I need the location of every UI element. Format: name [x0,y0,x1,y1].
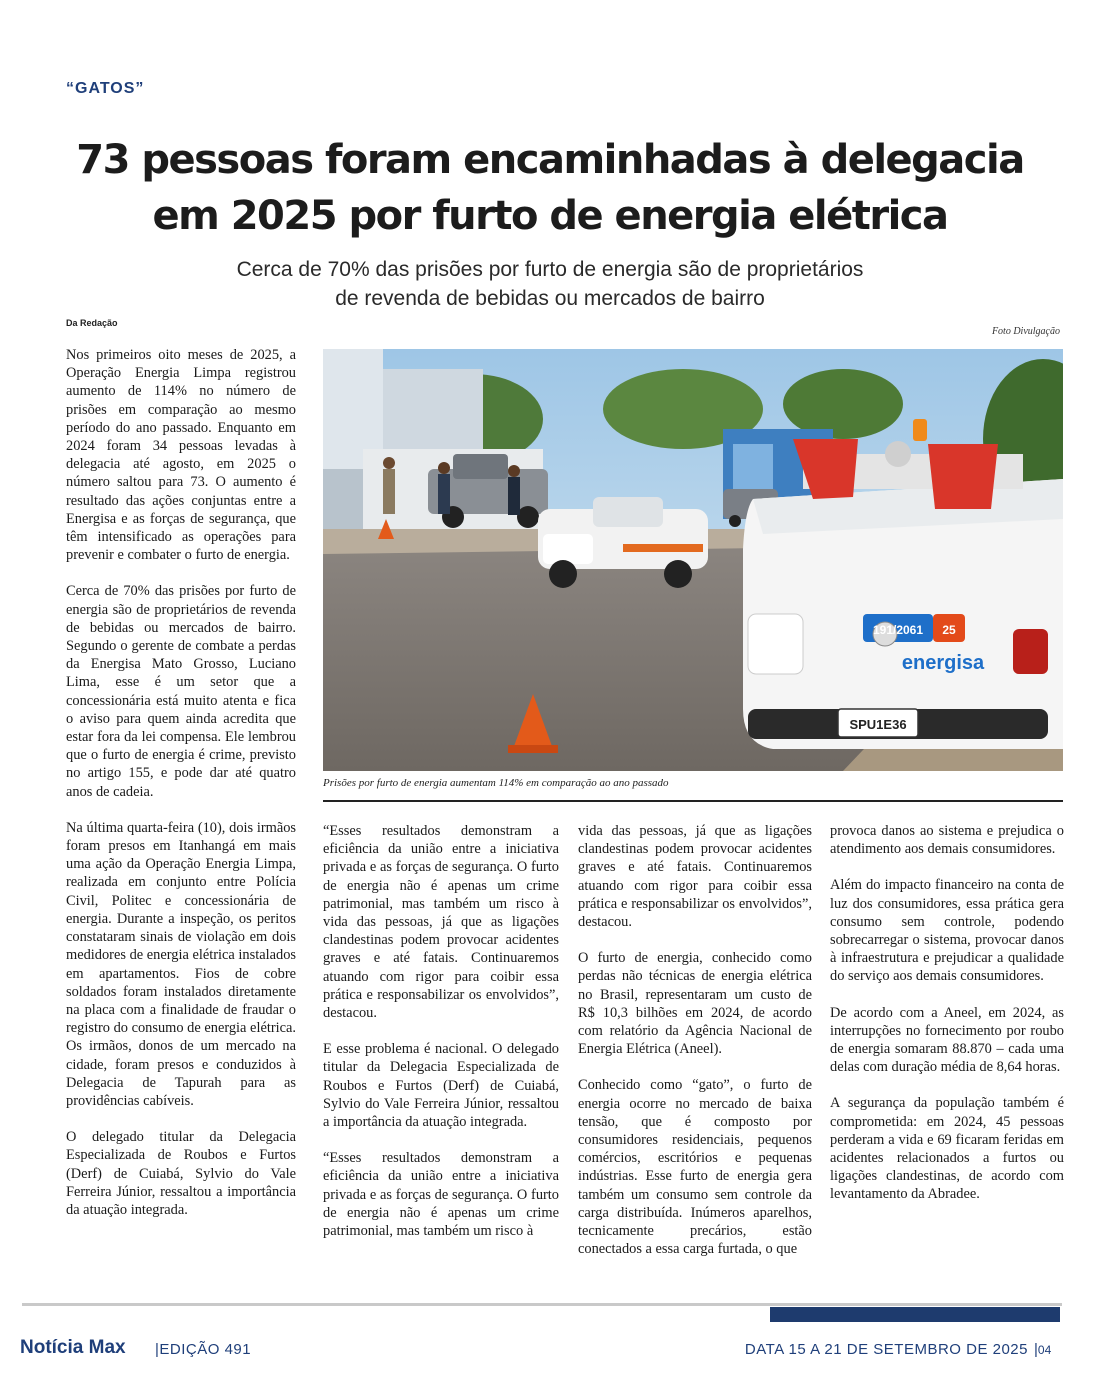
paragraph: vida das pessoas, já que as ligações clandestinas podem provocar acidentes graves e até fatais. Continuaremos atuando com rigor para coibir essa prática e responsabilizar os envolvidos”, destacou. [578,823,812,931]
headline [40,132,1060,244]
subheadline [60,255,1040,313]
paragraph: Conhecido como “gato”, o furto de energia ocorre no mercado de baixa tensão, que é composto por consumidores residenciais, pequenos comércios, escritórios e pequenas indústrias. Esse furto de energia gera também um consumo sem controle da carga distribuída. Inúmeros aparelhos, tecnicamente precários, estão conectados a essa carga furtada, o que [578,1077,812,1258]
article-photo [323,349,1063,771]
subheadline-line-1: Cerca de 70% das prisões por furto de energia são de proprietários [236,258,864,281]
issue-date: DATA 15 A 21 DE SETEMBRO DE 2025 [744,1341,1028,1358]
publication-name: Notícia Max [20,1337,126,1358]
article-column-4 [830,822,1064,1222]
headline-line-2: em 2025 por furto de energia elétrica [152,193,948,239]
vehicle-badge-text: 25 [942,623,956,637]
caption-divider [323,800,1063,802]
paragraph: Na última quarta-feira (10), dois irmãos foram presos em Itanhangá em mais uma ação da Operação Energia Limpa, realizada em conjunto entre Polícia Civil, Politec e concessionária de energia. Durante a inspeção, os peritos constataram sinais de violação em dois medidores de energia elétrica instalados em apartamentos. Fios de cobre soldados foram instalados diretamente na placa com a finalidade de fraudar o registro do consumo de energia elétrica. Os irmãos, donos de um mercado na cidade, foram presos e conduzidos à Delegacia de Tapurah para as providências cabíveis. [66,819,296,1109]
paragraph: Nos primeiros oito meses de 2025, a Operação Energia Limpa registrou aumento de 114% no número de prisões em comparação ao mesmo período do ano passado. Enquanto em 2024 foram 34 pessoas levadas à delegacia até agosto, em 2025 o número saltou para 73. O aumento é resultado das ações conjuntas entre a Energisa e as forças de segurança, que têm intensificado as operações para prevenir e combater o furto de energia. [66,347,296,564]
article-column-2 [323,822,559,1258]
subheadline-line-2: de revenda de bebidas ou mercados de bairro [335,287,765,310]
photo-caption: Prisões por furto de energia aumentam 114% em comparação ao ano passado [323,777,669,789]
page-separator: | [1034,1341,1038,1358]
plate-text: SPU1E36 [849,717,907,732]
photo-credit: Foto Divulgação [991,326,1060,337]
paragraph: Cerca de 70% das prisões por furto de energia são de proprietários de revenda de bebidas ou mercados de bairro. Segundo o gerente de combate a perdas da Energisa Mato Grosso, Luciano Lima, esse é um setor que a concessionária está muito atenta e fica o aviso para quem ainda acredita que estar fora da lei compensa. Ele lembrou que o furto de energia é crime, previsto no artigo 155, e pode dar até quatro anos de cadeia. [66,583,296,800]
energisa-logo-text: energisa [901,652,985,674]
page-number [1034,1341,1051,1358]
footer-accent-bar [770,1307,1060,1322]
edition-label: |EDIÇÃO 491 [155,1341,252,1358]
vehicle-number-text: 191/2061 [872,623,924,637]
byline: Da Redação [66,318,118,328]
paragraph: De acordo com a Aneel, em 2024, as interrupções no fornecimento por roubo de energia somaram 88.870 – cada uma delas com duração média de 8,64 horas. [830,1004,1064,1076]
article-column-3 [578,822,812,1276]
paragraph: O delegado titular da Delegacia Especializada de Roubos e Furtos (Derf) de Cuiabá, Sylvio do Vale Ferreira Júnior, ressaltou a importância da atuação integrada. [66,1129,296,1218]
footer-rule [22,1303,1062,1306]
paragraph: “Esses resultados demonstram a eficiência da união entre a iniciativa privada e as forças de segurança. O furto de energia não é apenas um crime patrimonial, mas também um risco à vida das pessoas, já que as ligações clandestinas podem provocar acidentes graves e até fatais. Continuaremos atuando com rigor para coibir essa prática e responsabilizar os envolvidos”, destacou. [323,823,559,1022]
headline-line-1: 73 pessoas foram encaminhadas à delegacia [76,137,1024,183]
page-number-value: 04 [1037,1343,1052,1357]
paragraph: provoca danos ao sistema e prejudica o atendimento aos demais consumidores. [830,823,1064,858]
street-scene-illustration [323,349,1063,771]
section-kicker: “GATOS” [66,80,145,97]
paragraph: “Esses resultados demonstram a eficiência da união entre a iniciativa privada e as forças de segurança. O furto de energia não é apenas um crime patrimonial, mas também um risco à [323,1150,559,1240]
paragraph: Além do impacto financeiro na conta de luz dos consumidores, essa prática gera consumo sem controle, podendo sobrecarregar o sistema, provocar danos à infraestrutura e prejudicar a qualidade do serviço aos demais consumidores. [830,877,1064,985]
article-column-1 [66,346,296,1237]
paragraph: E esse problema é nacional. O delegado titular da Delegacia Especializada de Roubos e Furtos (Derf) de Cuiabá, Sylvio do Vale Ferreira Júnior, ressaltou a importância da atuação integrada. [323,1041,559,1131]
paragraph: O furto de energia, conhecido como perdas não técnicas de energia elétrica no Brasil, representaram um custo de R$ 10,3 bilhões em 2024, de acordo com relatório da Agência Nacional de Energia Elétrica (Aneel). [578,950,812,1058]
paragraph: A segurança da população também é comprometida: em 2024, 45 pessoas perderam a vida e 69 ficaram feridas em acidentes relacionados a furtos ou ligações clandestinas, de acordo com levantamento da Abradee. [830,1095,1064,1203]
